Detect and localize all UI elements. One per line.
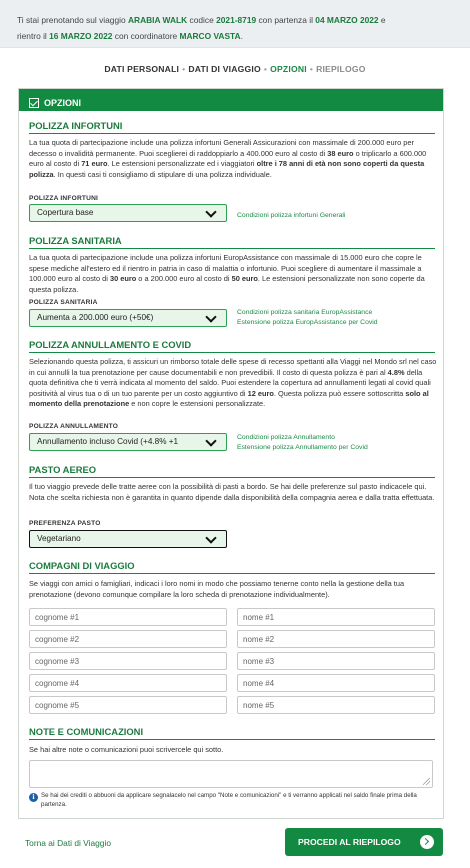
section-title-note: NOTE E COMUNICAZIONI: [29, 726, 144, 737]
section-title-compagni: COMPAGNI DI VIAGGIO: [29, 560, 135, 571]
return-date: 16 MARZO 2022: [49, 31, 113, 41]
credits-info-text: Se hai dei crediti o abbuoni da applicare segnalacelo nel campo "Note e comunicazioni" e ti verranno applicati nel saldo finale prima della partenza.: [41, 792, 417, 808]
section-title-pasto: PASTO AEREO: [29, 464, 97, 475]
divider: [29, 248, 435, 249]
infortuni-description: La tua quota di partecipazione include una polizza infortuni Generali Assicurazioni con massimale di 200.000 euro per decesso o invalidità permanente. Puoi sceglierei di raddoppiarlo a 400.000 euro al costo di 38 euro o triplicarlo a 600.000 euro al costo di 71 euro. Le estensioni personalizzate ed i viaggiatori oltre i 78 anni di età non sono coperti da questa polizza. In questi casi ti consigliamo di stipulare di una polizza individuale.: [29, 138, 427, 179]
annullamento-selected-value: Annullamento incluso Covid (+4.8% +1: [37, 437, 179, 446]
sanitaria-selected-value: Aumenta a 200.000 euro (+50€): [37, 313, 154, 322]
trip-code: 2021-8719: [216, 15, 257, 25]
annullamento-covid-link[interactable]: Estensione polizza Annullamento per Covid: [237, 444, 368, 451]
pasto-field-label: PREFERENZA PASTO: [29, 520, 101, 527]
step-dati-viaggio[interactable]: DATI DI VIAGGIO: [188, 64, 261, 74]
booking-steps: DATI PERSONALI • DATI DI VIAGGIO • OPZIONI • RIEPILOGO: [104, 64, 366, 74]
name-input-1[interactable]: nome #1: [237, 608, 435, 626]
surname-input-4[interactable]: cognome #4: [29, 674, 227, 692]
surname-input-2[interactable]: cognome #2: [29, 630, 227, 648]
step-riepilogo: RIEPILOGO: [316, 64, 366, 74]
infortuni-conditions-link[interactable]: Condizioni polizza infortuni Generali: [237, 212, 346, 219]
infortuni-field-label: POLIZZA INFORTUNI: [29, 195, 99, 202]
sanitaria-covid-link[interactable]: Estensione polizza EuropAssistance per Covid: [237, 319, 378, 326]
resize-grip-icon[interactable]: [423, 778, 430, 785]
coordinator-name: MARCO VASTA: [179, 31, 241, 41]
pasto-select[interactable]: [29, 530, 227, 548]
name-input-5[interactable]: nome #5: [237, 696, 435, 714]
chevron-down-icon: [205, 206, 216, 217]
departure-date: 04 MARZO 2022: [315, 15, 379, 25]
annullamento-description: Selezionando questa polizza, ti assicuri un rimborso totale delle spese di recesso spettanti alla Viaggi nel Mondo srl nel caso in cui annulli la tua prenotazione per cause documentabili e non prevedibili. Il costo di questa polizza è pari al 4.8% della quota definitiva che ti verrà indicata al momento del saldo. Puoi estendere la copertura ad annullamenti legati al covid quali positività al virus tua o di un tuo parente per un costo aggiuntivo di 12 euro. Questa polizza può essere sottoscritta solo al momento della prenotazione e non copre le estensioni personalizzate.: [29, 357, 437, 409]
proceed-button[interactable]: [285, 828, 443, 856]
checkbox-icon: [29, 98, 39, 108]
surname-input-5[interactable]: cognome #5: [29, 696, 227, 714]
back-link[interactable]: Torna ai Dati di Viaggio: [25, 838, 111, 848]
infortuni-select[interactable]: [29, 204, 227, 222]
compagni-description: Se viaggi con amici o famigliari, indicaci i loro nomi in modo che possiamo tenerne conto nella la gestione della tua prenotazione (devono comunque compilare la loro scheda di prenotazione individualmente).: [29, 579, 405, 599]
divider: [29, 133, 435, 134]
step-dati-personali[interactable]: DATI PERSONALI: [104, 64, 180, 74]
annullamento-select[interactable]: [29, 433, 227, 451]
pasto-selected-value: Vegetariano: [37, 534, 81, 543]
name-input-4[interactable]: nome #4: [237, 674, 435, 692]
name-input-3[interactable]: nome #3: [237, 652, 435, 670]
divider: [29, 477, 435, 478]
sanitaria-conditions-link[interactable]: Condizioni polizza sanitaria EuropAssistance: [237, 309, 373, 316]
section-title-sanitaria: POLIZZA SANITARIA: [29, 235, 122, 246]
infortuni-selected-value: Copertura base: [37, 208, 94, 217]
sanitaria-description: La tua quota di partecipazione include una polizza infortuni EuropAssistance con massimale di 15.000 euro che copre le spese mediche all'estero ed il rientro in patria in caso di malattia o infortunio. Puoi scegliere di aumentare il massimale a 100.000 euro al costo di 30 euro o a 200.000 euro al costo di 50 euro. Le estensioni personalizzate non sono coperte da questa polizza.: [29, 253, 425, 294]
chevron-down-icon: [205, 311, 216, 322]
proceed-button-label: PROCEDI AL RIEPILOGO: [298, 837, 401, 847]
divider: [29, 739, 435, 740]
info-icon: i: [29, 793, 38, 802]
sanitaria-select[interactable]: [29, 309, 227, 327]
credits-info: [29, 792, 439, 809]
pasto-description: Il tuo viaggio prevede delle tratte aeree con la possibilità di pasti a bordo. Se hai delle preferenze sul pasto indicacele qui. Nota che scelta richiesta non è garantita in quanto dipende dalla disponibilità della compagnia aerea e dalla tratta effettuata.: [29, 482, 435, 502]
surname-input-1[interactable]: cognome #1: [29, 608, 227, 626]
trip-name: ARABIA WALK: [127, 15, 188, 25]
chevron-down-icon: [205, 532, 216, 543]
divider: [29, 352, 435, 353]
note-description: Se hai altre note o comunicazioni puoi scrivercele qui sotto.: [29, 745, 224, 754]
booking-banner: Ti stai prenotando sul viaggio ARABIA WALK codice 2021-8719 con partenza il 04 MARZO 2022 e rientro il 16 MARZO 2022 con coordinatore MARCO VASTA.: [0, 0, 470, 48]
name-input-2[interactable]: nome #2: [237, 630, 435, 648]
annullamento-field-label: POLIZZA ANNULLAMENTO: [29, 423, 119, 430]
notes-textarea[interactable]: [29, 760, 433, 788]
chevron-down-icon: [205, 435, 216, 446]
divider: [29, 573, 435, 574]
options-title: OPZIONI: [44, 97, 82, 108]
step-opzioni: OPZIONI: [270, 64, 307, 74]
sanitaria-field-label: POLIZZA SANITARIA: [29, 299, 98, 306]
annullamento-conditions-link[interactable]: Condizioni polizza Annullamento: [237, 434, 335, 441]
options-card: [18, 88, 444, 819]
arrow-right-icon: [420, 835, 434, 849]
surname-input-3[interactable]: cognome #3: [29, 652, 227, 670]
options-header: [19, 89, 443, 111]
section-title-annullamento: POLIZZA ANNULLAMENTO E COVID: [29, 339, 192, 350]
section-title-infortuni: POLIZZA INFORTUNI: [29, 120, 123, 131]
